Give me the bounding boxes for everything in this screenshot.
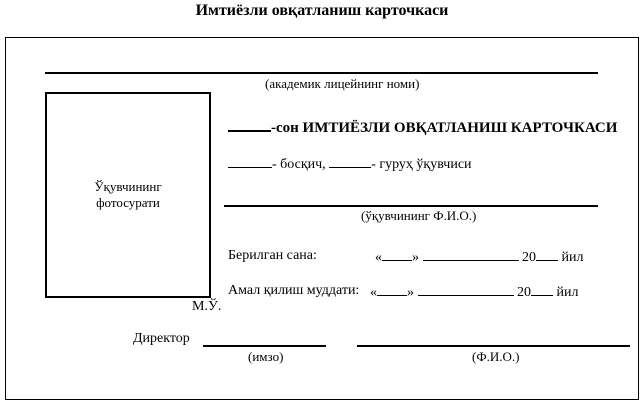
stage-blank — [228, 155, 272, 168]
card-heading-text: -сон ИМТИЁЗЛИ ОВҚАТЛАНИШ КАРТОЧКАСИ — [271, 120, 618, 136]
photo-label-line1: Ўқувчининг — [94, 179, 162, 194]
group-text: - гуруҳ ўқувчиси — [371, 157, 472, 172]
issued-month-blank — [423, 248, 519, 261]
issued-date-row — [375, 248, 583, 266]
stage-group-line — [228, 155, 472, 173]
validity-month-blank — [418, 283, 514, 296]
validity-label: Амал қилиш муддати: — [228, 283, 360, 298]
seal-mark: М.Ў. — [192, 299, 222, 314]
director-name-line — [357, 345, 630, 347]
group-blank — [329, 155, 371, 168]
validity-day-blank — [377, 283, 407, 296]
issued-year-blank — [536, 248, 558, 261]
card-heading — [228, 118, 617, 137]
validity-year-suffix: йил — [556, 285, 579, 300]
issued-quote-close: » — [412, 250, 419, 265]
signature-line — [203, 345, 326, 347]
validity-year-blank — [531, 283, 553, 296]
lyceum-name-line — [45, 72, 598, 74]
stage-text: - босқич, — [272, 157, 326, 172]
issued-quote-open: « — [375, 250, 382, 265]
validity-date-row — [370, 283, 578, 301]
photo-label-line2: фотосурати — [96, 195, 160, 210]
student-name-line — [224, 205, 598, 207]
issued-day-blank — [382, 248, 412, 261]
card-number-blank — [228, 118, 271, 132]
validity-quote-open: « — [370, 285, 377, 300]
lyceum-caption: (академик лицейнинг номи) — [265, 76, 420, 91]
signature-caption: (имзо) — [248, 349, 284, 364]
director-label: Директор — [133, 331, 190, 346]
issued-year-suffix: йил — [561, 250, 584, 265]
validity-year-prefix: 20 — [517, 285, 531, 300]
issued-label: Берилган сана: — [228, 248, 317, 263]
photo-box — [45, 92, 211, 298]
issued-year-prefix: 20 — [522, 250, 536, 265]
validity-quote-close: » — [407, 285, 414, 300]
document-title: Имтиёзли овқатланиш карточкаси — [195, 2, 449, 19]
student-caption: (ўқувчининг Ф.И.О.) — [361, 208, 477, 223]
director-name-caption: (Ф.И.О.) — [472, 349, 520, 364]
